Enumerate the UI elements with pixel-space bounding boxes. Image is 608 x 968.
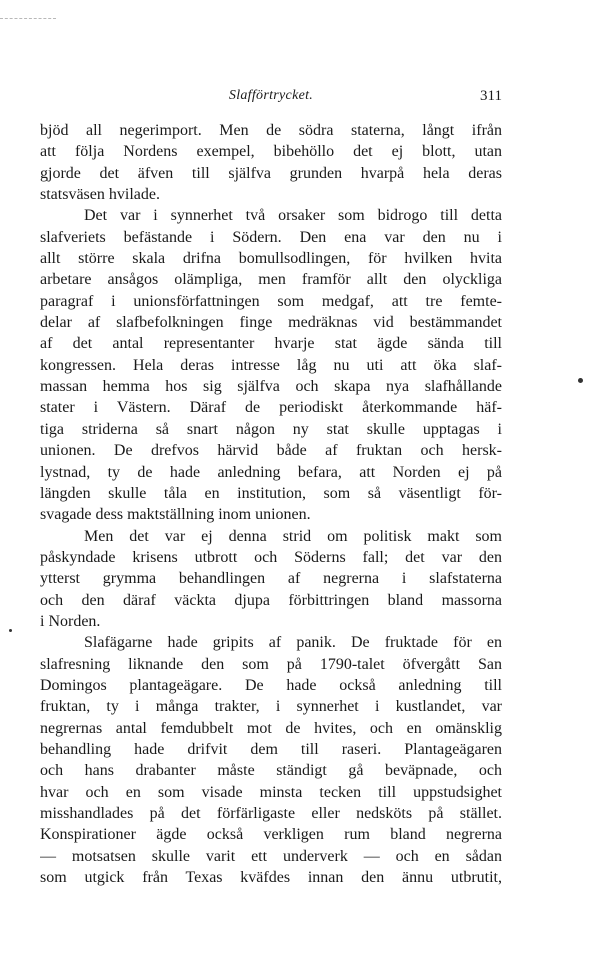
text-line: Konspirationer ägde också verkligen rum bland negrerna	[40, 826, 502, 844]
text-line: svagade dess maktställning inom unionen.	[40, 506, 311, 524]
print-speck	[578, 378, 583, 383]
text-line: stater i Västern. Däraf de periodiskt återkommande häf-	[40, 399, 502, 417]
text-line: Slafägarne hade gripits af panik. De fruktade för en	[84, 634, 502, 652]
text-line: ytterst grymma behandlingen af negrerna i slafstaterna	[40, 570, 502, 588]
text-line: negrernas antal femdubbelt mot de hvites, och en omänsklig	[40, 719, 502, 737]
text-line: Domingos plantageägare. De hade också anledning till	[40, 676, 502, 694]
text-line: af det antal representanter hvarje stat ägde sända till	[40, 335, 502, 353]
text-line: — motsatsen skulle varit ett underverk — och en sådan	[40, 847, 502, 865]
text-line: slafresning liknande den som på 1790-talet öfvergått San	[40, 655, 502, 673]
text-line: gjorde det äfven till själfva grunden hvarpå hela deras	[40, 164, 502, 182]
text-line: lystnad, ty de hade anledning befara, att Norden ej på	[40, 463, 502, 481]
print-speck	[9, 629, 12, 632]
text-line: längden skulle tåla en institution, som så väsentligt för-	[40, 484, 502, 502]
text-line: statsväsen hvilade.	[40, 186, 160, 204]
text-line: unionen. De drefvos härvid både af fruktan och hersk-	[40, 442, 502, 460]
text-line: kongressen. Hela deras intresse låg nu uti att öka slaf-	[40, 356, 502, 374]
text-line: delar af slafbefolkningen finge medräknas vid bestämmandet	[40, 314, 502, 332]
text-line: paragraf i unionsförfattningen som medgaf, att tre femte-	[40, 292, 502, 310]
text-line: som utgick från Texas kväfdes innan den ännu utbrutit,	[40, 869, 502, 887]
text-line: behandling hade drifvit dem till raseri. Plantageägaren	[40, 740, 502, 758]
text-line: Men det var ej denna strid om politisk makt som	[84, 527, 502, 545]
page-number: 311	[480, 88, 502, 104]
text-line: fruktan, ty i många trakter, i synnerhet i kustlandet, var	[40, 698, 502, 716]
text-line: hvar och en som visade minsta tecken till uppstudsighet	[40, 783, 502, 801]
scan-edge-mark	[0, 18, 56, 19]
text-line: misshandlades på det förfärligaste eller nedsköts på stället.	[40, 805, 502, 822]
running-title: Slafförtrycket.	[228, 88, 314, 103]
text-line: massan hemma hos sig själfva och skapa nya slafhållande	[40, 378, 502, 396]
text-line: tiga striderna så snart någon ny stat skulle upptagas i	[40, 420, 502, 438]
text-line: att följa Nordens exempel, bibehöllo det ej blott, utan	[40, 143, 502, 161]
text-line: allt större skala drifna bomullsodlingen, för hvilken hvita	[40, 250, 502, 268]
text-line: slafveriets befästande i Södern. Den ena var den nu i	[40, 228, 502, 246]
text-line: och hans drabanter måste ständigt gå beväpnade, och	[40, 762, 502, 780]
text-line: bjöd all negerimport. Men de södra staterna, långt ifrån	[40, 122, 502, 139]
body-text	[40, 120, 502, 888]
text-line: påskyndade krisens utbrott och Söderns fall; det var den	[40, 548, 502, 566]
text-line: och den däraf väckta djupa förbittringen bland massorna	[40, 591, 502, 609]
text-line: arbetare ansågos olämpliga, men framför allt den olyckliga	[40, 271, 502, 289]
running-header	[40, 88, 502, 110]
text-line: i Norden.	[40, 612, 101, 630]
text-line: Det var i synnerhet två orsaker som bidrogo till detta	[84, 207, 502, 225]
